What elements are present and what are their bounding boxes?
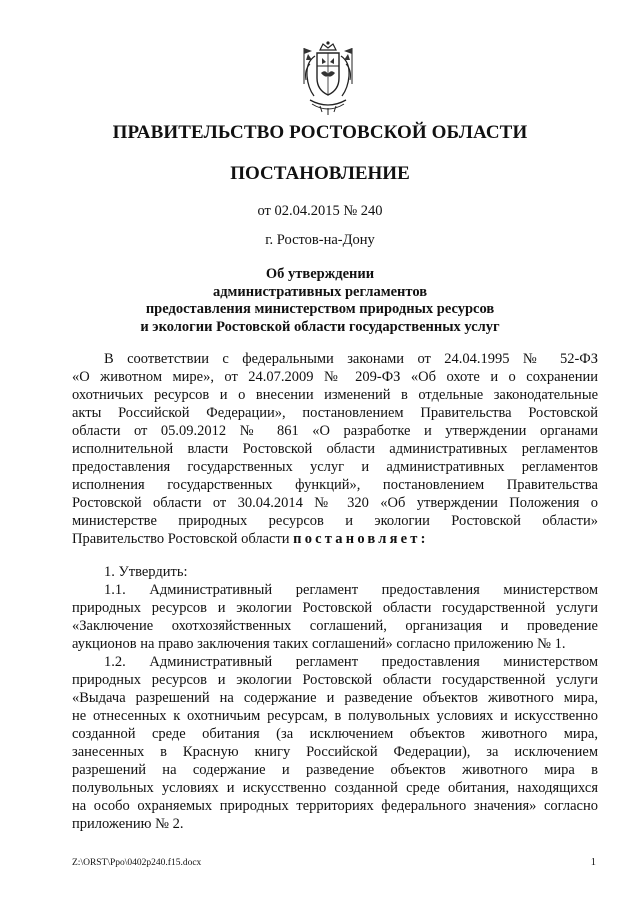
authority-name: Правительство Ростовской области — [72, 531, 290, 547]
text-line: занесенных в Красную книгу Российской Федерации), за исключением — [72, 744, 598, 760]
text-line: «О животном мире», от 24.07.2009 № 209-ФЗ «Об охоте и о сохранении — [72, 369, 598, 385]
text-line: аукционов на право заключения таких соглашений» согласно приложению № 1. — [72, 636, 566, 652]
text-line: приложению № 2. — [72, 816, 184, 832]
coat-of-arms-icon — [298, 40, 358, 118]
footer-file-path: Z:\ORST\Ppo\0402p240.f15.docx — [72, 858, 202, 868]
text-line: полувольных условиях и искусственно созданной среде обитания, находящихся — [72, 780, 598, 796]
city-line: г. Ростов-на-Дону — [265, 232, 375, 248]
text-line: министерстве природных ресурсов и экологии Ростовской области» — [72, 513, 598, 529]
subject-line: и экологии Ростовской области государственных услуг — [140, 318, 500, 335]
item-approve: 1. Утвердить: — [104, 564, 188, 580]
item-1-1 — [72, 581, 598, 653]
text-line: акты Российской Федерации», постановлением Правительства Ростовской — [72, 405, 598, 421]
footer-page-number: 1 — [590, 857, 596, 868]
document-subject — [0, 266, 640, 336]
text-line: разрешений на содержание и разведение объектов животного мира в — [72, 762, 598, 778]
document-type-title: ПОСТАНОВЛЕНИЕ — [230, 163, 410, 184]
text-line: предоставления государственных услуг и административных регламентов — [72, 459, 598, 475]
text-line: «Выдача разрешений на содержание и разведение объектов животного мира, — [72, 690, 598, 706]
text-line: на особо охраняемых природных территориях федерального значения» согласно — [72, 798, 598, 814]
text-line — [72, 530, 598, 548]
text-line: не отнесенных к охотничьим ресурсам, в полувольных условиях и искусственно — [72, 708, 598, 724]
text-line: исполнительной власти Ростовской области административных регламентов — [72, 441, 598, 457]
subject-line: Об утверждении — [265, 266, 375, 282]
resolves-word: постановляет: — [293, 531, 429, 547]
preamble-paragraph — [72, 350, 598, 548]
text-line: созданной среде обитания (за исключением объектов животного мира, — [72, 726, 598, 742]
government-title: ПРАВИТЕЛЬСТВО РОСТОВСКОЙ ОБЛАСТИ — [112, 122, 528, 143]
text-line: охотничьих ресурсов и о внесении изменений в отдельные законодательные — [72, 387, 598, 403]
text-line: природных ресурсов и экологии Ростовской области государственной услуги — [72, 600, 598, 616]
text-line: исполнения государственных функций», постановлением Правительства — [72, 477, 598, 493]
subject-line: предоставления министерством природных ресурсов — [145, 301, 495, 317]
resolution-items — [72, 563, 598, 833]
text-line: Ростовской области от 30.04.2014 № 320 «Об утверждении Положения о — [72, 495, 598, 511]
subject-line: административных регламентов — [212, 283, 428, 300]
text-line: В соответствии с федеральными законами от 24.04.1995 № 52-ФЗ — [104, 351, 598, 367]
text-line: 1.1. Административный регламент предоставления министерством — [104, 582, 598, 598]
text-line: «Заключение охотхозяйственных соглашений, организация и проведение — [72, 618, 598, 634]
item-1-2 — [72, 653, 598, 833]
text-line: природных ресурсов и экологии Ростовской области государственной услуги — [72, 672, 598, 688]
date-and-number: от 02.04.2015 № 240 — [257, 203, 383, 219]
text-line: 1.2. Административный регламент предоставления министерством — [104, 654, 598, 670]
text-line: области от 05.09.2012 № 861 «О разработке и утверждении органами — [72, 423, 598, 439]
